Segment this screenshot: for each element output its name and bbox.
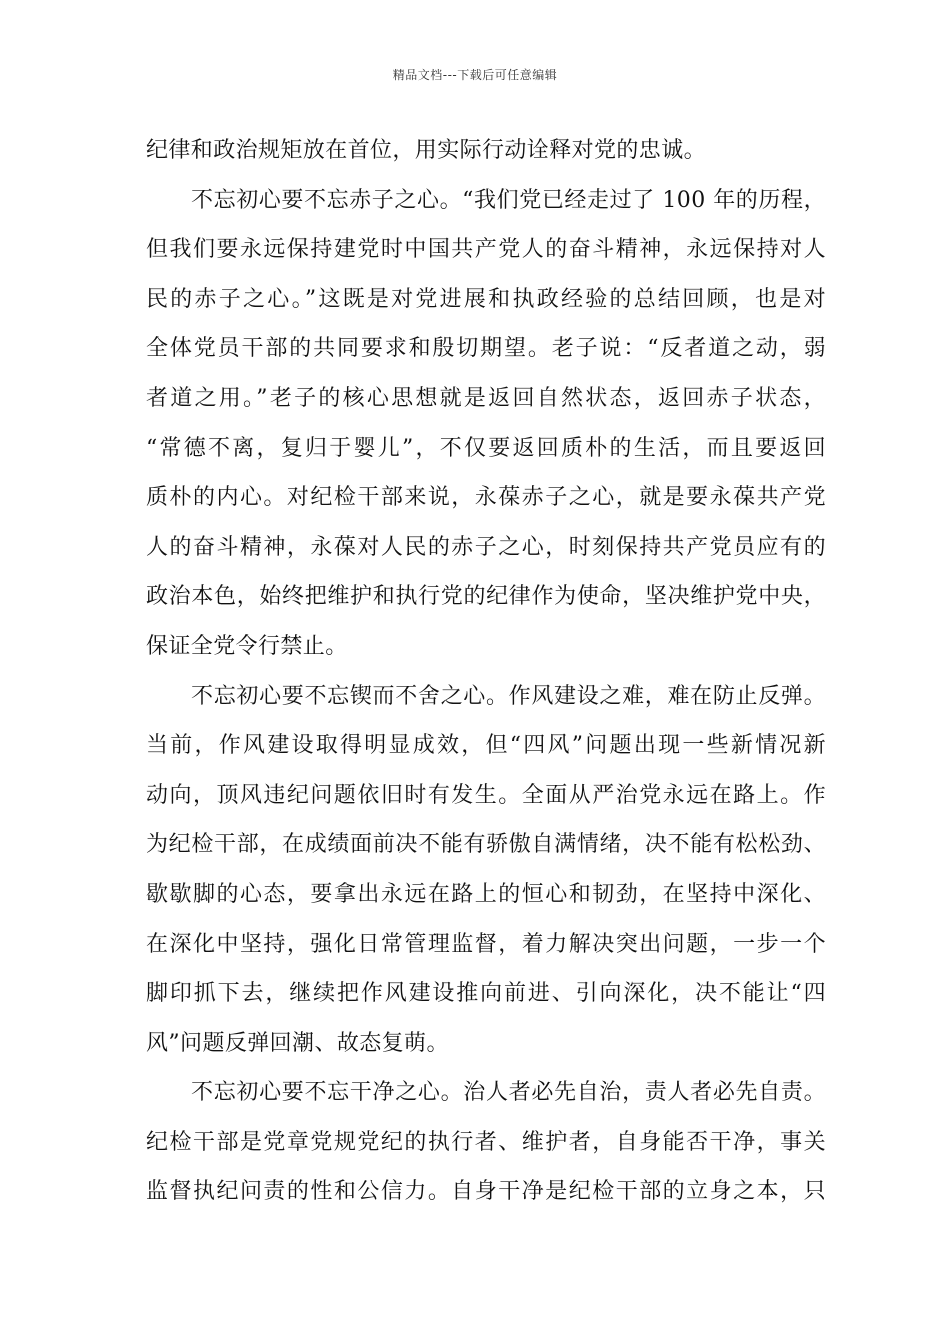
text-line-9: 人的奋斗精神，永葆对人民的赤子之心，时刻保持共产党员应有的 — [146, 534, 826, 560]
text-line-17: 在深化中坚持，强化日常管理监督，着力解决突出问题，一步一个 — [146, 931, 826, 957]
body-text — [146, 126, 826, 1217]
text-line-10: 政治本色，始终把维护和执行党的纪律作为使命，坚决维护党中央， — [146, 584, 826, 610]
text-line-6: 者道之用。”老子的核心思想就是返回自然状态，返回赤子状态， — [146, 385, 826, 411]
page-header: 精品文档---下载后可任意编辑 — [392, 68, 558, 82]
text-line-15: 为纪检干部，在成绩面前决不能有骄傲自满情绪，决不能有松松劲、 — [146, 832, 826, 858]
text-line-2: 不忘初心要不忘赤子之心。“我们党已经走过了 100 年的历程， — [191, 187, 826, 213]
text-line-13: 当前，作风建设取得明显成效，但“四风”问题出现一些新情况新 — [146, 733, 826, 759]
text-line-8: 质朴的内心。对纪检干部来说，永葆赤子之心，就是要永葆共产党 — [146, 485, 826, 511]
text-line-22: 监督执纪问责的性和公信力。自身干净是纪检干部的立身之本，只 — [146, 1179, 826, 1205]
text-line-12: 不忘初心要不忘锲而不舍之心。作风建设之难，难在防止反弹。 — [191, 683, 826, 709]
text-line-20: 不忘初心要不忘干净之心。治人者必先自治，责人者必先自责。 — [191, 1080, 826, 1106]
text-line-18: 脚印抓下去，继续把作风建设推向前进、引向深化，决不能让“四 — [146, 981, 826, 1007]
text-line-16: 歇歇脚的心态，要拿出永远在路上的恒心和韧劲，在坚持中深化、 — [146, 881, 826, 907]
text-line-3: 但我们要永远保持建党时中国共产党人的奋斗精神，永远保持对人 — [146, 237, 826, 263]
text-line-19: 风”问题反弹回潮、故态复萌。 — [146, 1030, 449, 1056]
text-line-4: 民的赤子之心。”这既是对党进展和执政经验的总结回顾，也是对 — [146, 286, 826, 312]
text-line-21: 纪检干部是党章党规党纪的执行者、维护者，自身能否干净，事关 — [146, 1129, 826, 1155]
text-line-11: 保证全党令行禁止。 — [146, 633, 348, 659]
text-line-14: 动向，顶风违纪问题依旧时有发生。全面从严治党永远在路上。作 — [146, 782, 826, 808]
text-line-5: 全体党员干部的共同要求和殷切期望。老子说：“反者道之动，弱 — [146, 336, 826, 362]
text-line-1: 纪律和政治规矩放在首位，用实际行动诠释对党的忠诚。 — [146, 138, 707, 163]
text-line-7: “常德不离，复归于婴儿”，不仅要返回质朴的生活，而且要返回 — [146, 435, 826, 461]
